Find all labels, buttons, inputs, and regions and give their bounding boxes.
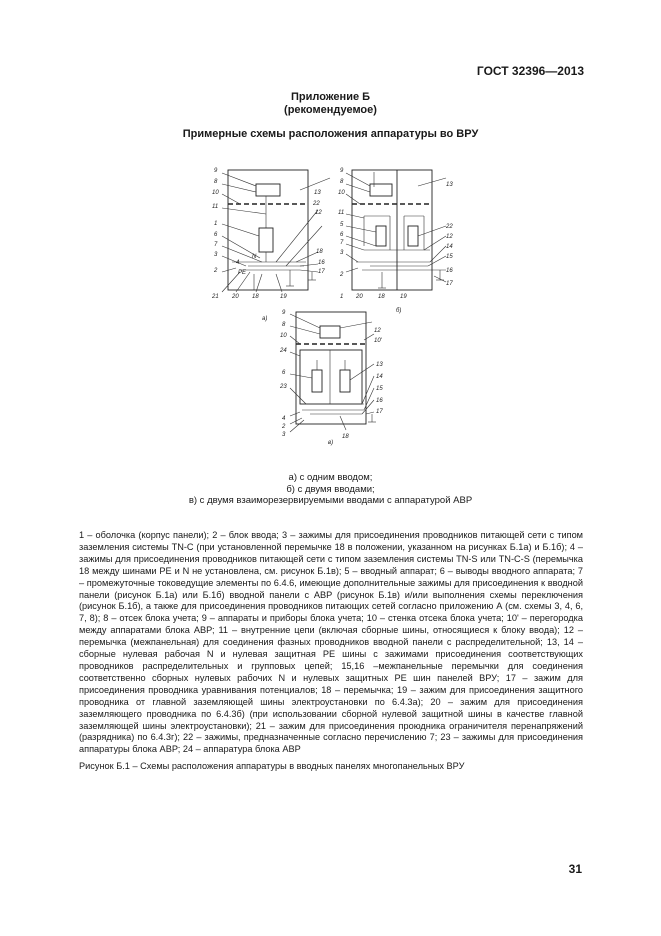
svg-text:6: 6 <box>282 370 286 376</box>
svg-text:19: 19 <box>280 294 287 300</box>
diagram-b <box>338 168 453 314</box>
svg-text:23: 23 <box>280 384 287 390</box>
svg-text:4: 4 <box>282 416 286 422</box>
svg-text:17: 17 <box>318 269 325 275</box>
svg-text:3: 3 <box>214 252 218 258</box>
legend-text: 1 – оболочка (корпус панели); 2 – блок ввода; 3 – зажимы для присоединения проводников питающей сети с типом заземления системы TN-C (при установленной перемычке 18 в положении, указанном на рисунках Б.1а) и Б.1б); 4 – зажимы для присоединения проводников питающей сети с типом заземления системы TN-S или TN-C-S (перемычка 18 между шинами РЕ и N не установлена, см. рисунок Б.1в); 5 – вводный аппарат; 6 – выводы вводного аппарата; 7 – промежуточные токоведущие элементы по 6.4.6, имеющие дополнительные зажимы для присоединения к вводной панели (рисунок Б.1а) или Б.1б) вводной панели с АВР (рисунок Б.1в) и/или выполнения схемы переключения (рисунок Б.1б), а также для присоединения проводников питающих сетей согласно приложению А (см. схемы 3, 4, 6, 7, 8); 8 – отсек блока учета; 9 – аппараты и приборы блока учета; 10 – стенка отсека блока учета; 10' – перегородка между аппаратами блока АВР; 11 – внутренние цепи (включая сборные шины, относящиеся к блоку ввода); 12 – перемычка (межпанельная) для соединения фазных проводников вводной панели с распределительной; 13, 14 – сборные нулевая рабочая N и нулевая защитная РЕ шины с зажимами присоединения соответствующих проводников распределительных и групповых цепей; 15,16 –межпанельные перемычки для соединения соответственно сборных нулевых рабочих N и нулевых защитных РЕ шин панелей ВРУ; 17 – зажим для присоединения проводника уравнивания потенциалов; 18 – перемычка; 19 – зажим для присоединения защитного проводника от главной заземляющей шины электроустановки по 6.4.3а); 20 – зажим для присоединения заземляющего проводника по 6.4.3б) (при использовании сборной нулевой защитной шины в качестве главной заземляющей шины электроустановки); 21 – зажим для присоединения проюдника ограничителя перенапряжений (разрядника) по 6.4.3г); 22 – зажимы, предназначенные согласно перечислению 7; 23 – зажимы для присоединения аппаратуры блока АВР; 24 – аппаратура блока АВР <box>79 530 583 755</box>
figure-title: Примерные схемы расположения аппаратуры во ВРУ <box>182 128 479 140</box>
svg-text:10: 10 <box>280 333 287 339</box>
svg-text:7: 7 <box>214 242 218 248</box>
svg-text:14: 14 <box>376 374 383 380</box>
subcaption-b: б) с двумя вводами; <box>286 483 375 495</box>
diagram-c <box>279 310 383 446</box>
svg-text:17: 17 <box>446 281 453 287</box>
svg-text:10': 10' <box>374 338 382 344</box>
svg-text:2: 2 <box>340 272 344 278</box>
svg-text:15: 15 <box>446 254 453 260</box>
subcaptions <box>0 472 661 507</box>
svg-text:15: 15 <box>376 386 383 392</box>
svg-text:12: 12 <box>315 210 322 216</box>
svg-text:7: 7 <box>340 240 344 246</box>
figure-caption: Рисунок Б.1 – Схемы расположения аппаратуры в вводных панелях многопанельных ВРУ <box>79 761 465 771</box>
svg-text:2: 2 <box>214 268 218 274</box>
svg-text:20: 20 <box>232 294 239 300</box>
svg-text:6: 6 <box>214 232 218 238</box>
standard-number: ГОСТ 32396—2013 <box>476 64 584 78</box>
svg-text:16: 16 <box>446 268 453 274</box>
svg-text:4: 4 <box>236 260 240 266</box>
svg-text:1: 1 <box>340 294 344 300</box>
svg-text:12: 12 <box>446 234 453 240</box>
svg-text:17: 17 <box>376 409 383 415</box>
legend <box>79 530 583 756</box>
svg-text:11: 11 <box>338 210 345 216</box>
diagram-a-letter: а) <box>262 316 268 322</box>
svg-text:9: 9 <box>214 168 218 174</box>
appendix-note: (рекомендуемое) <box>284 104 377 116</box>
svg-text:8: 8 <box>282 322 286 328</box>
page-number: 31 <box>568 862 582 876</box>
svg-text:19: 19 <box>400 294 407 300</box>
svg-text:1: 1 <box>214 221 218 227</box>
svg-text:18: 18 <box>316 249 323 255</box>
svg-text:20: 20 <box>356 294 363 300</box>
appendix-title: Приложение Б <box>290 91 371 103</box>
svg-text:10: 10 <box>338 190 345 196</box>
svg-text:9: 9 <box>282 310 286 316</box>
svg-text:22: 22 <box>313 201 320 207</box>
svg-text:18: 18 <box>252 294 259 300</box>
svg-text:16: 16 <box>376 398 383 404</box>
svg-text:8: 8 <box>340 179 344 185</box>
svg-text:3: 3 <box>282 432 286 438</box>
subcaption-a: а) с одним вводом; <box>288 472 373 483</box>
svg-text:6: 6 <box>340 232 344 238</box>
svg-text:21: 21 <box>212 294 219 300</box>
diagram-b-letter: б) <box>396 308 402 314</box>
svg-text:13: 13 <box>314 190 321 196</box>
svg-text:22: 22 <box>446 224 453 230</box>
svg-text:10: 10 <box>212 190 219 196</box>
svg-text:24: 24 <box>280 348 287 354</box>
svg-text:18: 18 <box>342 434 349 440</box>
svg-text:РЕ: РЕ <box>238 270 247 276</box>
svg-text:2: 2 <box>282 424 286 430</box>
subcaption-c: в) с двумя взаиморезервируемыми вводами с аппаратурой АВР <box>188 495 473 506</box>
diagram-c-letter: в) <box>328 440 334 446</box>
svg-text:14: 14 <box>446 244 453 250</box>
svg-text:3: 3 <box>340 250 344 256</box>
svg-text:18: 18 <box>378 294 385 300</box>
svg-text:16: 16 <box>318 260 325 266</box>
svg-text:8: 8 <box>214 179 218 185</box>
svg-text:13: 13 <box>376 362 383 368</box>
svg-text:13: 13 <box>446 182 453 188</box>
svg-text:12: 12 <box>374 328 381 334</box>
svg-text:9: 9 <box>340 168 344 174</box>
svg-text:11: 11 <box>212 204 219 210</box>
svg-text:N: N <box>252 254 257 260</box>
diagram-a <box>211 168 330 322</box>
svg-text:5: 5 <box>340 222 344 228</box>
